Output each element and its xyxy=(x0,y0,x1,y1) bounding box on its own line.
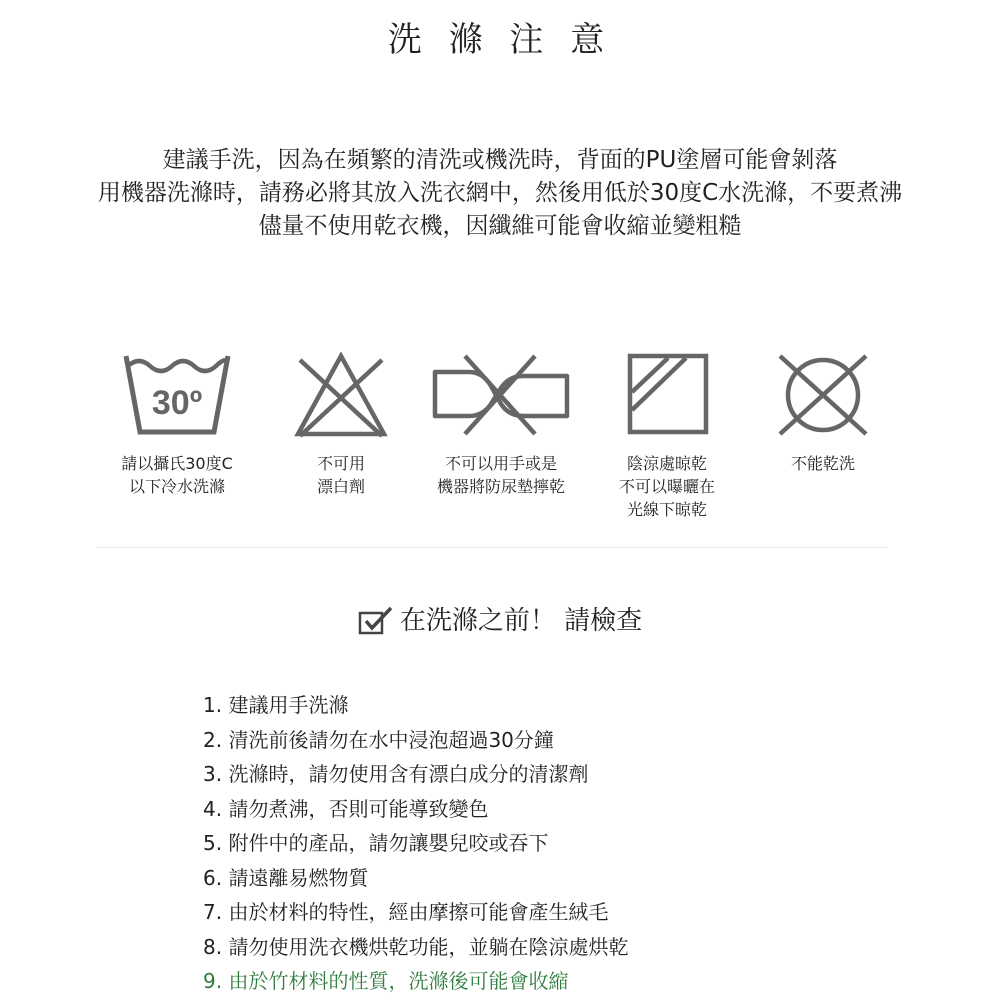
care-item-no-bleach xyxy=(256,352,426,498)
divider xyxy=(97,547,887,548)
intro-text xyxy=(0,144,1000,243)
caption-line: 光線下晾乾 xyxy=(626,500,707,519)
caption-line: 不可以曝曬在 xyxy=(618,477,715,496)
no-wring-icon xyxy=(431,352,571,438)
caption-line: 不能乾洗 xyxy=(790,454,855,473)
checklist-heading xyxy=(0,600,1000,637)
list-item: 8. 請勿使用洗衣機烘乾功能，並躺在陰涼處烘乾 xyxy=(203,934,629,959)
icon-caption xyxy=(92,452,262,498)
list-item: 6. 請遠離易燃物質 xyxy=(203,865,369,890)
care-icons-row xyxy=(0,352,1000,532)
wash-30-icon xyxy=(122,352,232,438)
no-tumble-dry-icon xyxy=(768,352,878,438)
icon-caption xyxy=(256,452,426,498)
checklist-heading-text: 在洗滌之前！ 請檢查 xyxy=(399,606,643,636)
intro-line: 建議手洗，因為在頻繁的清洗或機洗時，背面的PU塗層可能會剝落 xyxy=(162,147,838,173)
care-item-shade-dry xyxy=(582,352,752,521)
checklist xyxy=(203,688,628,999)
list-item: 4. 請勿煮沸，否則可能導致變色 xyxy=(203,796,489,821)
list-item-highlighted: 9. 由於竹材料的性質，洗滌後可能會收縮 xyxy=(203,969,569,993)
care-item-wash-30 xyxy=(92,352,262,498)
caption-line: 陰涼處晾乾 xyxy=(626,454,707,473)
caption-line: 以下冷水洗滌 xyxy=(128,477,225,496)
icon-caption xyxy=(738,452,908,475)
page-title: 洗 滌 注 意 xyxy=(387,20,613,60)
list-item: 5. 附件中的產品，請勿讓嬰兒咬或吞下 xyxy=(203,831,549,855)
intro-line: 儘量不使用乾衣機，因纖維可能會收縮並變粗糙 xyxy=(258,213,742,239)
caption-line: 請以攝氏30度C xyxy=(121,454,233,473)
checkbox-icon xyxy=(358,605,394,635)
caption-line: 漂白劑 xyxy=(316,477,365,496)
list-item: 7. 由於材料的特性，經由摩擦可能會產生絨毛 xyxy=(203,900,609,924)
shade-dry-icon xyxy=(612,352,722,438)
caption-line: 不可以用手或是 xyxy=(444,454,557,473)
list-item: 2. 清洗前後請勿在水中浸泡超過30分鐘 xyxy=(203,727,554,752)
care-item-no-wring xyxy=(416,352,586,498)
no-bleach-icon xyxy=(286,352,396,438)
list-item: 3. 洗滌時，請勿使用含有漂白成分的清潔劑 xyxy=(203,762,589,786)
icon-caption xyxy=(582,452,752,521)
care-item-no-tumble-dry xyxy=(738,352,908,475)
icon-caption xyxy=(416,452,586,498)
caption-line: 不可用 xyxy=(316,454,365,473)
list-item: 1. 建議用手洗滌 xyxy=(203,693,349,717)
caption-line: 機器將防尿墊擰乾 xyxy=(436,477,565,496)
intro-line: 用機器洗滌時，請務必將其放入洗衣網中，然後用低於30度C水洗滌，不要煮沸 xyxy=(97,180,903,206)
wash-temperature-label: 30º xyxy=(151,384,203,422)
